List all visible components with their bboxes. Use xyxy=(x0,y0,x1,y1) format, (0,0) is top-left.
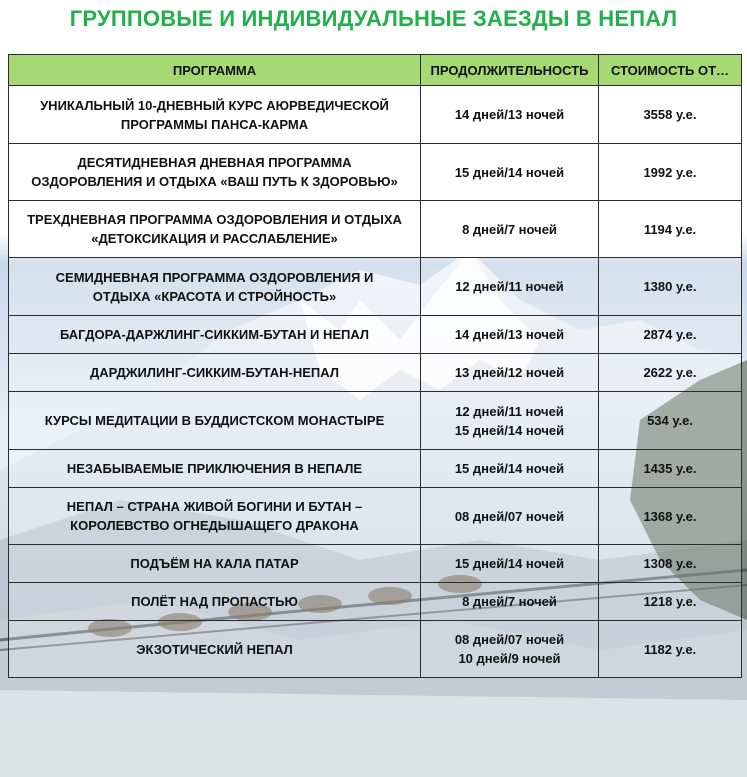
table-row xyxy=(9,621,742,678)
duration-line: 8 дней/7 ночей xyxy=(462,221,557,237)
program-line: КОРОЛЕВСТВО ОГНЕДЫШАЩЕГО ДРАКОНА xyxy=(70,518,359,533)
program-cell xyxy=(9,86,421,144)
column-header-price: СТОИМОСТЬ ОТ… xyxy=(599,55,742,86)
program-cell xyxy=(9,621,421,678)
program-cell xyxy=(9,583,421,621)
table-row xyxy=(9,450,742,488)
duration-line: 13 дней/12 ночей xyxy=(454,365,565,380)
duration-cell xyxy=(421,545,599,583)
program-line: НЕПАЛ – СТРАНА ЖИВОЙ БОГИНИ И БУТАН – xyxy=(66,499,363,514)
program-line: ЭКЗОТИЧЕСКИЙ НЕПАЛ xyxy=(136,641,293,657)
program-cell xyxy=(9,201,421,258)
table-row xyxy=(9,201,742,258)
price-cell: 2874 у.е. xyxy=(599,316,742,354)
price-cell: 1308 у.е. xyxy=(599,545,742,583)
program-line: ПОДЪЁМ НА КАЛА ПАТАР xyxy=(130,556,299,571)
table-row xyxy=(9,86,742,144)
tours-table xyxy=(8,54,742,678)
program-cell xyxy=(9,488,421,545)
program-line: КУРСЫ МЕДИТАЦИИ В БУДДИСТСКОМ МОНАСТЫРЕ xyxy=(44,413,385,428)
table-row xyxy=(9,392,742,450)
duration-cell xyxy=(421,621,599,678)
duration-cell xyxy=(421,144,599,201)
program-line: ТРЕХДНЕВНАЯ ПРОГРАММА ОЗДОРОВЛЕНИЯ И ОТДЫХА xyxy=(27,212,402,227)
duration-cell xyxy=(421,488,599,545)
price-cell: 1368 у.е. xyxy=(599,488,742,545)
price-cell: 1218 у.е. xyxy=(599,583,742,621)
price-cell: 1380 у.е. xyxy=(599,258,742,316)
table-row xyxy=(9,545,742,583)
duration-cell xyxy=(421,258,599,316)
duration-cell xyxy=(421,201,599,258)
program-line: НЕЗАБЫВАЕМЫЕ ПРИКЛЮЧЕНИЯ В НЕПАЛЕ xyxy=(66,461,363,476)
duration-cell xyxy=(421,86,599,144)
program-line: ДАРДЖИЛИНГ-СИККИМ-БУТАН-НЕПАЛ xyxy=(90,365,339,380)
program-cell xyxy=(9,450,421,488)
column-header-program: ПРОГРАММА xyxy=(9,55,421,86)
duration-line: 15 дней/14 ночей xyxy=(454,556,565,571)
duration-line: 15 дней/14 ночей xyxy=(454,461,565,476)
table-row xyxy=(9,583,742,621)
column-header-duration: ПРОДОЛЖИТЕЛЬНОСТЬ xyxy=(421,55,599,86)
table-row xyxy=(9,488,742,545)
duration-cell xyxy=(421,392,599,450)
duration-line: 15 дней/14 ночей xyxy=(454,422,565,438)
duration-cell xyxy=(421,583,599,621)
duration-line: 15 дней/14 ночей xyxy=(454,164,565,180)
duration-line: 8 дней/7 ночей xyxy=(462,594,557,609)
duration-cell xyxy=(421,450,599,488)
price-cell: 3558 у.е. xyxy=(599,86,742,144)
price-cell: 2622 у.е. xyxy=(599,354,742,392)
duration-line: 08 дней/07 ночей xyxy=(454,508,565,524)
price-cell: 1435 у.е. xyxy=(599,450,742,488)
program-cell xyxy=(9,258,421,316)
program-cell xyxy=(9,392,421,450)
duration-line: 12 дней/11 ночей xyxy=(455,279,564,294)
price-cell: 534 у.е. xyxy=(599,392,742,450)
program-line: ПОЛЁТ НАД ПРОПАСТЬЮ xyxy=(131,594,298,609)
duration-line: 14 дней/13 ночей xyxy=(454,107,565,122)
page-title: ГРУППОВЫЕ И ИНДИВИДУАЛЬНЫЕ ЗАЕЗДЫ В НЕПАЛ xyxy=(69,6,678,31)
table-row xyxy=(9,258,742,316)
duration-cell xyxy=(421,316,599,354)
program-line: «ДЕТОКСИКАЦИЯ И РАССЛАБЛЕНИЕ» xyxy=(91,231,338,246)
program-line: ОТДЫХА «КРАСОТА И СТРОЙНОСТЬ» xyxy=(92,288,337,304)
program-line: УНИКАЛЬНЫЙ 10-ДНЕВНЫЙ КУРС АЮРВЕДИЧЕСКОЙ xyxy=(40,97,389,113)
program-line: ДЕСЯТИДНЕВНАЯ ДНЕВНАЯ ПРОГРАММА xyxy=(77,155,352,170)
table-header-row xyxy=(9,55,742,86)
duration-line: 08 дней/07 ночей xyxy=(454,632,565,647)
table-row xyxy=(9,316,742,354)
program-line: БАГДОРА-ДАРЖЛИНГ-СИККИМ-БУТАН И НЕПАЛ xyxy=(59,327,370,342)
duration-line: 14 дней/13 ночей xyxy=(454,327,565,342)
price-cell: 1182 у.е. xyxy=(599,621,742,678)
duration-line: 12 дней/11 ночей xyxy=(455,403,564,419)
program-cell xyxy=(9,354,421,392)
program-cell xyxy=(9,545,421,583)
program-line: СЕМИДНЕВНАЯ ПРОГРАММА ОЗДОРОВЛЕНИЯ И xyxy=(55,269,374,285)
table-row xyxy=(9,354,742,392)
program-cell xyxy=(9,144,421,201)
price-cell: 1194 у.е. xyxy=(599,201,742,258)
duration-line: 10 дней/9 ночей xyxy=(458,651,561,666)
table-row xyxy=(9,144,742,201)
program-cell xyxy=(9,316,421,354)
program-line: ПРОГРАММЫ ПАНСА-КАРМА xyxy=(120,116,309,132)
program-line: ОЗДОРОВЛЕНИЯ И ОТДЫХА «ВАШ ПУТЬ К ЗДОРОВЬЮ» xyxy=(31,174,398,189)
duration-cell xyxy=(421,354,599,392)
price-cell: 1992 у.е. xyxy=(599,144,742,201)
